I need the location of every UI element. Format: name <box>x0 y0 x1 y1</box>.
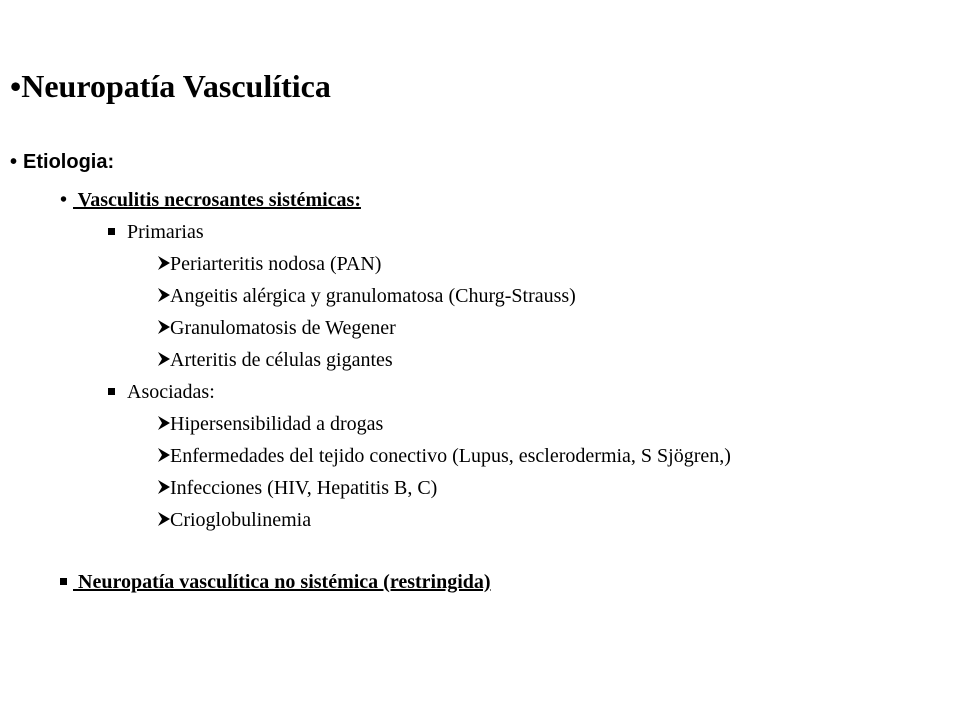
arrow-bullet-icon <box>158 320 170 334</box>
group-heading-systemic <box>60 190 361 210</box>
square-bullet-icon <box>108 388 115 395</box>
list-item-text: Periarteritis nodosa (PAN) <box>170 253 382 275</box>
list-item-text: Arteritis de células gigantes <box>170 349 393 371</box>
title-bullet: • <box>10 68 22 104</box>
square-bullet-icon <box>108 228 115 235</box>
list-item-text: Infecciones (HIV, Hepatitis B, C) <box>170 477 438 499</box>
arrow-bullet-icon <box>158 480 170 494</box>
subgroup-asociadas <box>108 382 215 402</box>
list-item <box>158 478 437 498</box>
list-item <box>158 414 383 434</box>
list-item <box>158 286 576 306</box>
arrow-bullet-icon <box>158 512 170 526</box>
arrow-bullet-icon <box>158 352 170 366</box>
slide-title <box>10 70 331 102</box>
list-item <box>158 318 396 338</box>
list-item-text: Hipersensibilidad a drogas <box>170 413 384 435</box>
list-item-text: Granulomatosis de Wegener <box>170 317 396 339</box>
arrow-bullet-icon <box>158 288 170 302</box>
section-heading <box>10 152 114 172</box>
arrow-bullet-icon <box>158 416 170 430</box>
title-text: Neuropatía Vasculítica <box>21 68 331 104</box>
group-heading-restricted <box>60 572 491 592</box>
square-bullet-icon <box>60 578 67 585</box>
list-item <box>158 446 731 466</box>
subgroup-primarias <box>108 222 204 242</box>
arrow-bullet-icon <box>158 448 170 462</box>
list-item-text: Crioglobulinemia <box>170 509 312 531</box>
subgroup-label: Asociadas: <box>127 381 215 403</box>
list-item <box>158 510 311 530</box>
list-item <box>158 350 393 370</box>
group-heading-text: Neuropatía vasculítica no sistémica (restringida) <box>73 571 491 593</box>
section-bullet: • <box>10 151 18 173</box>
arrow-bullet-icon <box>158 256 170 270</box>
group-bullet: • <box>60 189 68 211</box>
section-text: Etiologia: <box>23 151 115 173</box>
subgroup-label: Primarias <box>127 221 204 243</box>
list-item-text: Enfermedades del tejido conectivo (Lupus, esclerodermia, S Sjögren,) <box>170 445 731 467</box>
group-heading-text: Vasculitis necrosantes sistémicas: <box>73 189 361 211</box>
list-item-text: Angeitis alérgica y granulomatosa (Churg-Strauss) <box>170 285 576 307</box>
list-item <box>158 254 381 274</box>
